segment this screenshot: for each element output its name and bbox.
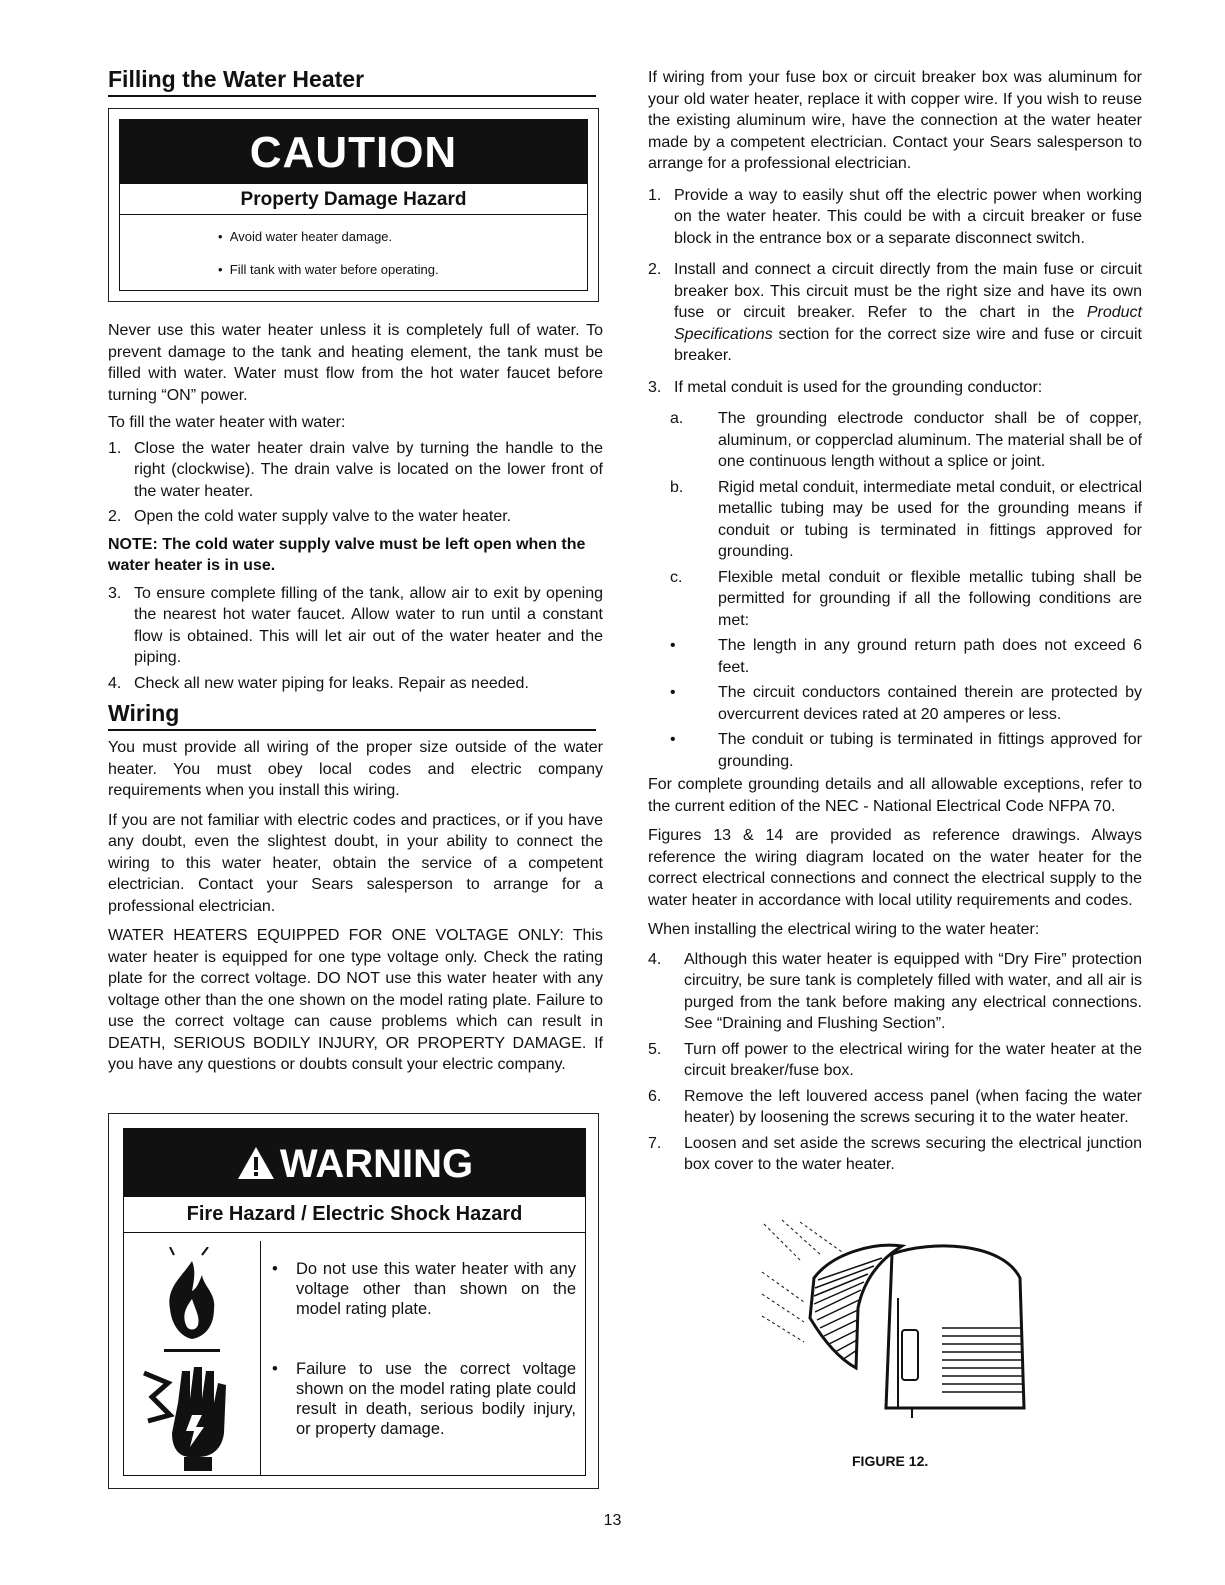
list-item: 2. Install and connect a circuit directly from the main fuse or circuit breaker box. This circuit must be the right size and have its own fuse or circuit breaker. Refer to the chart in the Product Specifications section for the correct size wire and fuse or circuit breaker. — [648, 261, 1142, 364]
warning-header: WARNING — [124, 1129, 585, 1197]
figure-12-water-heater-illustration — [752, 1218, 1052, 1428]
warning-text-column — [270, 1259, 576, 1439]
list-item: 1. Provide a way to easily shut off the electric power when working on the water heater. This could be with a circuit breaker or fuse block in the entrance box or a separate disconnect switch. — [648, 186, 1142, 247]
page-number: 13 — [603, 1512, 622, 1529]
warning-bullet: • Failure to use the correct voltage shown on the model rating plate could result in death, serious bodily injury, or property damage. — [272, 1360, 576, 1438]
warning-body — [124, 1241, 585, 1475]
paragraph: When installing the electrical wiring to the water heater: — [648, 921, 1040, 938]
paragraph: For complete grounding details and all allowable exceptions, refer to the current edition of the NEC - National Electrical Code NFPA 70. — [648, 776, 1142, 815]
list-item: 3. To ensure complete filling of the tank, allow air to exit by opening the nearest hot water faucet. Allow water to run until a constant flow is obtained. This will let air out of the water heater and the piping. — [108, 584, 603, 666]
list-item: 1. Close the water heater drain valve by turning the handle to the right (clockwise). The drain valve is located on the lower front of the water heater. — [108, 439, 603, 500]
caution-bullets — [120, 215, 587, 277]
list-item: 2. Open the cold water supply valve to the water heater. — [108, 508, 512, 525]
caution-box — [108, 108, 599, 302]
sub-item-a: a. The grounding electrode conductor shall be of copper, aluminum, or copperclad aluminum. The material shall be of one continuous length without a splice or joint. — [670, 410, 1142, 470]
sub-item-b: b. Rigid metal conduit, intermediate metal conduit, or electrical metallic tubing may be used for the grounding means if conduit or tubing is terminated in fittings approved for grounding. — [670, 478, 1142, 560]
electric-shock-icon — [138, 1363, 238, 1473]
warning-icon-column — [124, 1241, 261, 1475]
paragraph: If you are not familiar with electric codes and practices, or if you have any doubt, even the slightest doubt, in your ability to connect the wiring to this water heater, obtain the service of a competent electrician. Contact your Sears salesperson to arrange for a professional electrician. — [108, 811, 603, 915]
section-title-wiring: Wiring — [108, 700, 596, 731]
list-item: 3. If metal conduit is used for the grounding conductor: — [648, 378, 1043, 396]
list-item: 4. Although this water heater is equipped with “Dry Fire” protection circuitry, be sure tank is completely filled with water, and all air is purged from the tank before making any electrical connections. See “Draining and Flushing Section”. — [648, 950, 1142, 1032]
paragraph: Never use this water heater unless it is completely full of water. To prevent damage to the tank and heating element, the tank must be filled with water. Water must flow from the hot water faucet before turning “ON” power. — [108, 322, 603, 404]
warning-hazard-title: Fire Hazard / Electric Shock Hazard — [124, 1197, 585, 1233]
note: NOTE: The cold water supply valve must be left open when the water heater is in use. — [108, 535, 586, 574]
wiring-steps-2 — [648, 949, 1142, 1176]
warning-inner — [123, 1128, 586, 1476]
sub-bullet: • The length in any ground return path does not exceed 6 feet. — [670, 637, 1142, 676]
section-title-filling: Filling the Water Heater — [108, 66, 596, 97]
list-item: 7. Loosen and set aside the screws securing the electrical junction box cover to the water heater. — [648, 1134, 1142, 1173]
paragraph: To fill the water heater with water: — [108, 414, 346, 431]
sub-bullet: • The conduit or tubing is terminated in fittings approved for grounding. — [670, 731, 1142, 770]
paragraph: If wiring from your fuse box or circuit breaker box was aluminum for your old water heater, replace it with copper wire. If you wish to reuse the existing aluminum wire, have the connection at the water heater made by a competent electrician. Contact your Sears salesperson to arrange for a professional electrician. — [648, 69, 1142, 172]
list-item: 6. Remove the left louvered access panel (when facing the water heater) by loosening the screws securing it to the water heater. — [648, 1087, 1142, 1126]
fill-steps-2 — [108, 583, 603, 695]
sub-item-c: c. Flexible metal conduit or flexible metallic tubing shall be permitted for grounding if all the following conditions are met: — [670, 568, 1142, 629]
paragraph: Figures 13 & 14 are provided as reference drawings. Always reference the wiring diagram located on the water heater for the correct electrical connections and connect the electrical supply to the water heater in accordance with local utility requirements and codes. — [648, 827, 1142, 909]
caution-hazard-title: Property Damage Hazard — [120, 184, 587, 215]
wiring-steps — [648, 185, 1142, 399]
paragraph: WATER HEATERS EQUIPPED FOR ONE VOLTAGE ONLY: This water heater is equipped for one type voltage only. Check the rating plate for the correct voltage. DO NOT use this water heater with any voltage other than the one shown on the model rating plate. Failure to use the correct voltage can cause problems which can result in DEATH, SERIOUS BODILY INJURY, OR PROPERTY DAMAGE. If you have any questions or doubts consult your electric company. — [108, 927, 603, 1073]
list-item: 5. Turn off power to the electrical wiring for the water heater at the circuit breaker/fuse box. — [648, 1040, 1142, 1079]
paragraph: You must provide all wiring of the proper size outside of the water heater. You must obey local codes and electric company requirements when you install this wiring. — [108, 739, 603, 799]
caution-bullet: • Fill tank with water before operating. — [218, 262, 439, 277]
caution-header: CAUTION — [120, 120, 587, 184]
caution-inner — [119, 119, 588, 291]
sub-bullet: • The circuit conductors contained therein are protected by overcurrent devices rated at 20 amperes or less. — [670, 684, 1142, 723]
caution-bullet: • Avoid water heater damage. — [218, 229, 393, 244]
figure-caption: FIGURE 12. — [852, 1453, 929, 1469]
fire-icon — [152, 1247, 232, 1357]
warning-box — [108, 1113, 599, 1489]
right-column — [648, 67, 1142, 1176]
list-item: 4. Check all new water piping for leaks. Repair as needed. — [108, 674, 529, 692]
warning-bullet: • Do not use this water heater with any voltage other than shown on the model rating plate. — [272, 1260, 576, 1318]
fill-steps — [108, 438, 603, 528]
left-body — [108, 320, 603, 1076]
warning-triangle-icon — [236, 1145, 276, 1181]
